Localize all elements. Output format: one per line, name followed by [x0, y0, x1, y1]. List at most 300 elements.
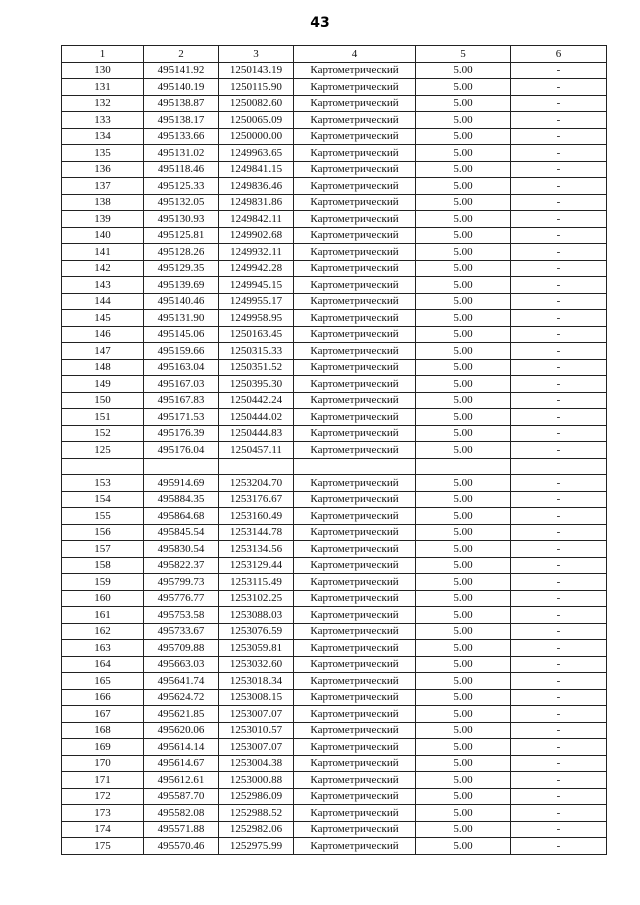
method-cell: Картометрический [294, 62, 416, 79]
x-coordinate-cell: 495145.06 [144, 326, 219, 343]
x-coordinate-cell: 495159.66 [144, 343, 219, 360]
accuracy-cell: 5.00 [416, 343, 511, 360]
method-cell: Картометрический [294, 244, 416, 261]
point-number-cell: 146 [62, 326, 144, 343]
accuracy-cell: 5.00 [416, 326, 511, 343]
accuracy-cell: 5.00 [416, 442, 511, 459]
x-coordinate-cell: 495570.46 [144, 838, 219, 855]
note-cell: - [511, 392, 607, 409]
table-row [62, 689, 607, 706]
y-coordinate-cell: 1252988.52 [219, 805, 294, 822]
accuracy-cell: 5.00 [416, 590, 511, 607]
y-coordinate-cell: 1250315.33 [219, 343, 294, 360]
point-number-cell: 163 [62, 640, 144, 657]
table-row [62, 656, 607, 673]
accuracy-cell: 5.00 [416, 277, 511, 294]
accuracy-cell: 5.00 [416, 574, 511, 591]
point-number-cell: 125 [62, 442, 144, 459]
point-number-cell: 150 [62, 392, 144, 409]
x-coordinate-cell: 495118.46 [144, 161, 219, 178]
point-number-cell: 141 [62, 244, 144, 261]
y-coordinate-cell: 1250143.19 [219, 62, 294, 79]
accuracy-cell: 5.00 [416, 689, 511, 706]
x-coordinate-cell: 495641.74 [144, 673, 219, 690]
header-row [62, 46, 607, 63]
point-number-cell: 130 [62, 62, 144, 79]
method-cell: Картометрический [294, 343, 416, 360]
accuracy-cell: 5.00 [416, 425, 511, 442]
point-number-cell: 144 [62, 293, 144, 310]
accuracy-cell: 5.00 [416, 62, 511, 79]
y-coordinate-cell: 1253160.49 [219, 508, 294, 525]
point-number-cell: 170 [62, 755, 144, 772]
table-row [62, 128, 607, 145]
y-coordinate-cell: 1253134.56 [219, 541, 294, 558]
y-coordinate-cell: 1249902.68 [219, 227, 294, 244]
method-cell: Картометрический [294, 640, 416, 657]
y-coordinate-cell: 1253176.67 [219, 491, 294, 508]
table-row [62, 574, 607, 591]
method-cell: Картометрический [294, 772, 416, 789]
note-cell: - [511, 128, 607, 145]
point-number-cell: 169 [62, 739, 144, 756]
x-coordinate-cell: 495753.58 [144, 607, 219, 624]
y-coordinate-cell: 1252982.06 [219, 821, 294, 838]
x-coordinate-cell: 495125.81 [144, 227, 219, 244]
x-coordinate-cell: 495125.33 [144, 178, 219, 195]
table-row [62, 409, 607, 426]
x-coordinate-cell: 495587.70 [144, 788, 219, 805]
accuracy-cell: 5.00 [416, 772, 511, 789]
note-cell: - [511, 590, 607, 607]
method-cell: Картометрический [294, 656, 416, 673]
point-number-cell: 135 [62, 145, 144, 162]
table-row [62, 62, 607, 79]
note-cell: - [511, 442, 607, 459]
note-cell: - [511, 79, 607, 96]
note-cell: - [511, 541, 607, 558]
table-row [62, 590, 607, 607]
method-cell: Картометрический [294, 491, 416, 508]
method-cell: Картометрический [294, 607, 416, 624]
note-cell: - [511, 425, 607, 442]
method-cell: Картометрический [294, 755, 416, 772]
x-coordinate-cell: 495130.93 [144, 211, 219, 228]
note-cell: - [511, 623, 607, 640]
x-coordinate-cell: 495133.66 [144, 128, 219, 145]
accuracy-cell: 5.00 [416, 788, 511, 805]
point-number-cell: 153 [62, 475, 144, 492]
method-cell: Картометрический [294, 805, 416, 822]
table-row [62, 277, 607, 294]
y-coordinate-cell: 1253102.25 [219, 590, 294, 607]
accuracy-cell: 5.00 [416, 640, 511, 657]
table-row [62, 359, 607, 376]
x-coordinate-cell: 495822.37 [144, 557, 219, 574]
method-cell: Картометрический [294, 95, 416, 112]
x-coordinate-cell: 495167.03 [144, 376, 219, 393]
x-coordinate-cell: 495171.53 [144, 409, 219, 426]
x-coordinate-cell: 495864.68 [144, 508, 219, 525]
method-cell: Картометрический [294, 79, 416, 96]
note-cell: - [511, 409, 607, 426]
y-coordinate-cell: 1250442.24 [219, 392, 294, 409]
accuracy-cell: 5.00 [416, 821, 511, 838]
header-cell: 3 [219, 46, 294, 63]
accuracy-cell: 5.00 [416, 227, 511, 244]
point-number-cell: 147 [62, 343, 144, 360]
point-number-cell: 143 [62, 277, 144, 294]
note-cell: - [511, 607, 607, 624]
x-coordinate-cell: 495799.73 [144, 574, 219, 591]
accuracy-cell: 5.00 [416, 656, 511, 673]
table-row [62, 343, 607, 360]
table-row [62, 755, 607, 772]
x-coordinate-cell: 495140.46 [144, 293, 219, 310]
y-coordinate-cell: 1252986.09 [219, 788, 294, 805]
y-coordinate-cell: 1253004.38 [219, 755, 294, 772]
x-coordinate-cell: 495884.35 [144, 491, 219, 508]
table-row [62, 458, 607, 475]
method-cell: Картометрический [294, 722, 416, 739]
method-cell: Картометрический [294, 145, 416, 162]
note-cell: - [511, 557, 607, 574]
y-coordinate-cell: 1252975.99 [219, 838, 294, 855]
coordinates-table [61, 45, 607, 855]
note-cell: - [511, 739, 607, 756]
point-number-cell: 140 [62, 227, 144, 244]
point-number-cell: 164 [62, 656, 144, 673]
x-coordinate-cell: 495914.69 [144, 475, 219, 492]
x-coordinate-cell: 495830.54 [144, 541, 219, 558]
note-cell: - [511, 194, 607, 211]
accuracy-cell: 5.00 [416, 557, 511, 574]
note-cell: - [511, 112, 607, 129]
point-number-cell: 134 [62, 128, 144, 145]
table-row [62, 475, 607, 492]
accuracy-cell: 5.00 [416, 79, 511, 96]
point-number-cell: 151 [62, 409, 144, 426]
note-cell: - [511, 640, 607, 657]
y-coordinate-cell: 1250082.60 [219, 95, 294, 112]
point-number-cell: 152 [62, 425, 144, 442]
x-coordinate-cell: 495140.19 [144, 79, 219, 96]
y-coordinate-cell: 1249945.15 [219, 277, 294, 294]
note-cell: - [511, 244, 607, 261]
note-cell: - [511, 805, 607, 822]
x-coordinate-cell: 495131.02 [144, 145, 219, 162]
note-cell: - [511, 788, 607, 805]
y-coordinate-cell: 1253000.88 [219, 772, 294, 789]
accuracy-cell: 5.00 [416, 722, 511, 739]
table-row [62, 673, 607, 690]
x-coordinate-cell: 495167.83 [144, 392, 219, 409]
point-number-cell: 156 [62, 524, 144, 541]
x-coordinate-cell: 495163.04 [144, 359, 219, 376]
table-row [62, 772, 607, 789]
note-cell: - [511, 145, 607, 162]
accuracy-cell: 5.00 [416, 194, 511, 211]
point-number-cell: 172 [62, 788, 144, 805]
header-cell: 4 [294, 46, 416, 63]
note-cell: - [511, 706, 607, 723]
accuracy-cell: 5.00 [416, 310, 511, 327]
y-coordinate-cell: 1253144.78 [219, 524, 294, 541]
method-cell: Картометрический [294, 574, 416, 591]
x-coordinate-cell: 495621.85 [144, 706, 219, 723]
y-coordinate-cell: 1250351.52 [219, 359, 294, 376]
method-cell: Картометрический [294, 788, 416, 805]
table-row [62, 376, 607, 393]
table-row [62, 112, 607, 129]
table-row [62, 425, 607, 442]
table-row [62, 310, 607, 327]
accuracy-cell: 5.00 [416, 805, 511, 822]
point-number-cell: 167 [62, 706, 144, 723]
accuracy-cell: 5.00 [416, 392, 511, 409]
accuracy-cell: 5.00 [416, 128, 511, 145]
method-cell: Картометрический [294, 211, 416, 228]
accuracy-cell: 5.00 [416, 541, 511, 558]
x-coordinate-cell: 495624.72 [144, 689, 219, 706]
table-row [62, 739, 607, 756]
table-row [62, 607, 607, 624]
x-coordinate-cell: 495139.69 [144, 277, 219, 294]
table-row [62, 161, 607, 178]
x-coordinate-cell: 495138.17 [144, 112, 219, 129]
x-coordinate-cell: 495138.87 [144, 95, 219, 112]
point-number-cell: 168 [62, 722, 144, 739]
table-row [62, 260, 607, 277]
accuracy-cell: 5.00 [416, 161, 511, 178]
y-coordinate-cell [219, 458, 294, 475]
y-coordinate-cell: 1253129.44 [219, 557, 294, 574]
table-row [62, 706, 607, 723]
table-row [62, 194, 607, 211]
point-number-cell: 171 [62, 772, 144, 789]
note-cell: - [511, 838, 607, 855]
y-coordinate-cell: 1253115.49 [219, 574, 294, 591]
table-row [62, 145, 607, 162]
method-cell: Картометрический [294, 376, 416, 393]
y-coordinate-cell: 1249831.86 [219, 194, 294, 211]
note-cell: - [511, 310, 607, 327]
table-row [62, 442, 607, 459]
accuracy-cell: 5.00 [416, 755, 511, 772]
point-number-cell: 133 [62, 112, 144, 129]
accuracy-cell: 5.00 [416, 244, 511, 261]
y-coordinate-cell: 1249841.15 [219, 161, 294, 178]
method-cell: Картометрический [294, 838, 416, 855]
table-row [62, 244, 607, 261]
accuracy-cell: 5.00 [416, 376, 511, 393]
note-cell: - [511, 508, 607, 525]
note-cell: - [511, 475, 607, 492]
note-cell: - [511, 62, 607, 79]
method-cell: Картометрический [294, 112, 416, 129]
y-coordinate-cell: 1249836.46 [219, 178, 294, 195]
accuracy-cell: 5.00 [416, 178, 511, 195]
accuracy-cell: 5.00 [416, 739, 511, 756]
point-number-cell: 158 [62, 557, 144, 574]
accuracy-cell: 5.00 [416, 475, 511, 492]
x-coordinate-cell: 495776.77 [144, 590, 219, 607]
point-number-cell: 162 [62, 623, 144, 640]
table-row [62, 211, 607, 228]
method-cell: Картометрический [294, 821, 416, 838]
note-cell: - [511, 95, 607, 112]
x-coordinate-cell: 495571.88 [144, 821, 219, 838]
method-cell: Картометрический [294, 227, 416, 244]
y-coordinate-cell: 1253076.59 [219, 623, 294, 640]
note-cell: - [511, 821, 607, 838]
x-coordinate-cell: 495709.88 [144, 640, 219, 657]
accuracy-cell: 5.00 [416, 524, 511, 541]
x-coordinate-cell: 495620.06 [144, 722, 219, 739]
note-cell: - [511, 376, 607, 393]
y-coordinate-cell: 1250163.45 [219, 326, 294, 343]
note-cell [511, 458, 607, 475]
point-number-cell: 159 [62, 574, 144, 591]
note-cell: - [511, 343, 607, 360]
point-number-cell: 154 [62, 491, 144, 508]
method-cell: Картометрический [294, 541, 416, 558]
table-row [62, 95, 607, 112]
note-cell: - [511, 772, 607, 789]
method-cell: Картометрический [294, 425, 416, 442]
y-coordinate-cell: 1250065.09 [219, 112, 294, 129]
method-cell: Картометрический [294, 524, 416, 541]
table-row [62, 838, 607, 855]
table-row [62, 227, 607, 244]
y-coordinate-cell: 1249963.65 [219, 145, 294, 162]
point-number-cell: 148 [62, 359, 144, 376]
method-cell: Картометрический [294, 475, 416, 492]
method-cell: Картометрический [294, 409, 416, 426]
method-cell: Картометрический [294, 442, 416, 459]
table-row [62, 722, 607, 739]
note-cell: - [511, 161, 607, 178]
accuracy-cell: 5.00 [416, 706, 511, 723]
x-coordinate-cell: 495141.92 [144, 62, 219, 79]
table-row [62, 491, 607, 508]
y-coordinate-cell: 1250457.11 [219, 442, 294, 459]
x-coordinate-cell: 495614.67 [144, 755, 219, 772]
note-cell: - [511, 277, 607, 294]
method-cell: Картометрический [294, 293, 416, 310]
note-cell: - [511, 656, 607, 673]
x-coordinate-cell: 495612.61 [144, 772, 219, 789]
point-number-cell: 139 [62, 211, 144, 228]
point-number-cell: 161 [62, 607, 144, 624]
table-row [62, 293, 607, 310]
method-cell: Картометрический [294, 194, 416, 211]
note-cell: - [511, 524, 607, 541]
point-number-cell: 160 [62, 590, 144, 607]
accuracy-cell [416, 458, 511, 475]
y-coordinate-cell: 1253008.15 [219, 689, 294, 706]
x-coordinate-cell: 495614.14 [144, 739, 219, 756]
accuracy-cell: 5.00 [416, 112, 511, 129]
accuracy-cell: 5.00 [416, 838, 511, 855]
note-cell: - [511, 326, 607, 343]
note-cell: - [511, 491, 607, 508]
point-number-cell [62, 458, 144, 475]
table-row [62, 178, 607, 195]
point-number-cell: 142 [62, 260, 144, 277]
point-number-cell: 137 [62, 178, 144, 195]
y-coordinate-cell: 1253204.70 [219, 475, 294, 492]
y-coordinate-cell: 1249958.95 [219, 310, 294, 327]
note-cell: - [511, 755, 607, 772]
note-cell: - [511, 293, 607, 310]
y-coordinate-cell: 1250444.83 [219, 425, 294, 442]
accuracy-cell: 5.00 [416, 607, 511, 624]
accuracy-cell: 5.00 [416, 260, 511, 277]
accuracy-cell: 5.00 [416, 359, 511, 376]
y-coordinate-cell: 1253018.34 [219, 673, 294, 690]
y-coordinate-cell: 1250444.02 [219, 409, 294, 426]
method-cell: Картометрический [294, 310, 416, 327]
y-coordinate-cell: 1253032.60 [219, 656, 294, 673]
x-coordinate-cell: 495129.35 [144, 260, 219, 277]
note-cell: - [511, 689, 607, 706]
point-number-cell: 174 [62, 821, 144, 838]
point-number-cell: 173 [62, 805, 144, 822]
header-cell: 5 [416, 46, 511, 63]
table-row [62, 326, 607, 343]
x-coordinate-cell: 495131.90 [144, 310, 219, 327]
point-number-cell: 145 [62, 310, 144, 327]
x-coordinate-cell: 495176.04 [144, 442, 219, 459]
method-cell: Картометрический [294, 178, 416, 195]
table-header [62, 46, 607, 63]
table-row [62, 623, 607, 640]
page-number: 43 [310, 15, 330, 31]
header-cell: 1 [62, 46, 144, 63]
point-number-cell: 149 [62, 376, 144, 393]
table-row [62, 788, 607, 805]
method-cell: Картометрический [294, 557, 416, 574]
method-cell: Картометрический [294, 508, 416, 525]
table-row [62, 392, 607, 409]
x-coordinate-cell: 495128.26 [144, 244, 219, 261]
table-row [62, 524, 607, 541]
method-cell: Картометрический [294, 673, 416, 690]
accuracy-cell: 5.00 [416, 491, 511, 508]
point-number-cell: 136 [62, 161, 144, 178]
accuracy-cell: 5.00 [416, 623, 511, 640]
accuracy-cell: 5.00 [416, 95, 511, 112]
accuracy-cell: 5.00 [416, 211, 511, 228]
accuracy-cell: 5.00 [416, 293, 511, 310]
method-cell: Картометрический [294, 392, 416, 409]
method-cell: Картометрический [294, 689, 416, 706]
note-cell: - [511, 574, 607, 591]
point-number-cell: 165 [62, 673, 144, 690]
x-coordinate-cell: 495582.08 [144, 805, 219, 822]
method-cell: Картометрический [294, 359, 416, 376]
table-row [62, 557, 607, 574]
table-row [62, 541, 607, 558]
table-row [62, 805, 607, 822]
method-cell: Картометрический [294, 623, 416, 640]
y-coordinate-cell: 1249955.17 [219, 293, 294, 310]
y-coordinate-cell: 1250395.30 [219, 376, 294, 393]
method-cell: Картометрический [294, 739, 416, 756]
note-cell: - [511, 673, 607, 690]
note-cell: - [511, 260, 607, 277]
